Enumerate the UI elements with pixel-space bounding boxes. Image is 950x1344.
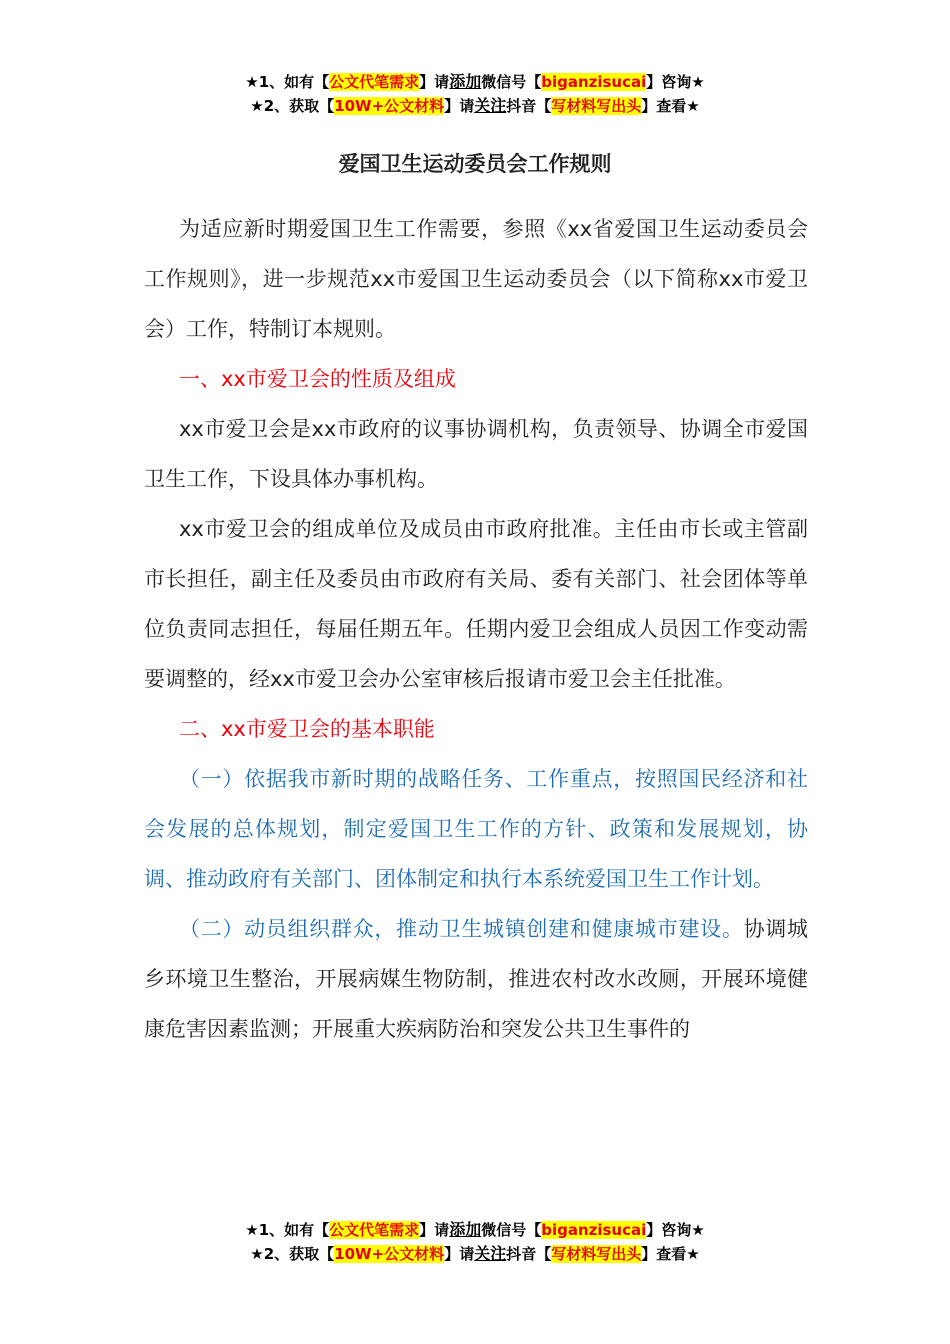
section-1-paragraph-1: xx市爱卫会是xx市政府的议事协调机构，负责领导、协调全市爱国卫生工作，下设具体办事机构。 xyxy=(144,417,808,491)
promo-douyin-id: 写材料写出头 xyxy=(551,97,642,115)
document-title: 爱国卫生运动委员会工作规则 xyxy=(338,152,612,176)
section-2-item-1: （一）依据我市新时期的战略任务、工作重点，按照国民经济和社会发展的总体规划，制定爱国卫生工作的方针、政策和发展规划，协调、推动政府有关部门、团体制定和执行本系统爱国卫生工作计划。 xyxy=(144,767,808,891)
promo-line-2: ★2、获取【10W+公文材料】请关注抖音【写材料写出头】查看★ xyxy=(250,96,700,115)
bottom-promo-banner xyxy=(0,1218,950,1266)
top-promo-banner xyxy=(0,70,950,118)
document-body xyxy=(144,204,808,1054)
promo-highlight: 公文代笔需求 xyxy=(329,1221,420,1239)
promo-highlight: 10W+公文材料 xyxy=(334,1245,445,1263)
promo-line-1: ★1、如有【公文代笔需求】请添加微信号【biganzisucai】咨询★ xyxy=(245,72,705,91)
promo-line-2: ★2、获取【10W+公文材料】请关注抖音【写材料写出头】查看★ xyxy=(250,1244,700,1263)
intro-paragraph: 为适应新时期爱国卫生工作需要，参照《xx省爱国卫生运动委员会工作规则》，进一步规范xx市爱国卫生运动委员会（以下简称xx市爱卫会）工作，特制订本规则。 xyxy=(144,217,808,341)
item-2-rest: 协调城乡环境卫生整治，开展病媒生物防制，推进农村改水改厕，开展环境健康危害因素监测；开展重大疾病防治和突发公共卫生事件的 xyxy=(144,917,809,1041)
promo-douyin-id: 写材料写出头 xyxy=(551,1245,642,1263)
promo-highlight: 公文代笔需求 xyxy=(329,73,420,91)
promo-line-1: ★1、如有【公文代笔需求】请添加微信号【biganzisucai】咨询★ xyxy=(245,1220,705,1239)
promo-wechat-id: biganzisucai xyxy=(541,1221,647,1239)
promo-highlight: 10W+公文材料 xyxy=(334,97,445,115)
section-2-item-2 xyxy=(144,904,808,1054)
section-1-heading: 一、xx市爱卫会的性质及组成 xyxy=(179,367,456,391)
section-2-heading: 二、xx市爱卫会的基本职能 xyxy=(179,717,435,741)
section-1-paragraph-2: xx市爱卫会的组成单位及成员由市政府批准。主任由市长或主管副市长担任，副主任及委员由市政府有关局、委有关部门、社会团体等单位负责同志担任，每届任期五年。任期内爱卫会组成人员因工作变动需要调整的，经xx市爱卫会办公室审核后报请市爱卫会主任批准。 xyxy=(144,517,808,691)
item-2-lead: （二）动员组织群众，推动卫生城镇创建和健康城市建设。 xyxy=(179,917,744,941)
promo-wechat-id: biganzisucai xyxy=(541,73,647,91)
